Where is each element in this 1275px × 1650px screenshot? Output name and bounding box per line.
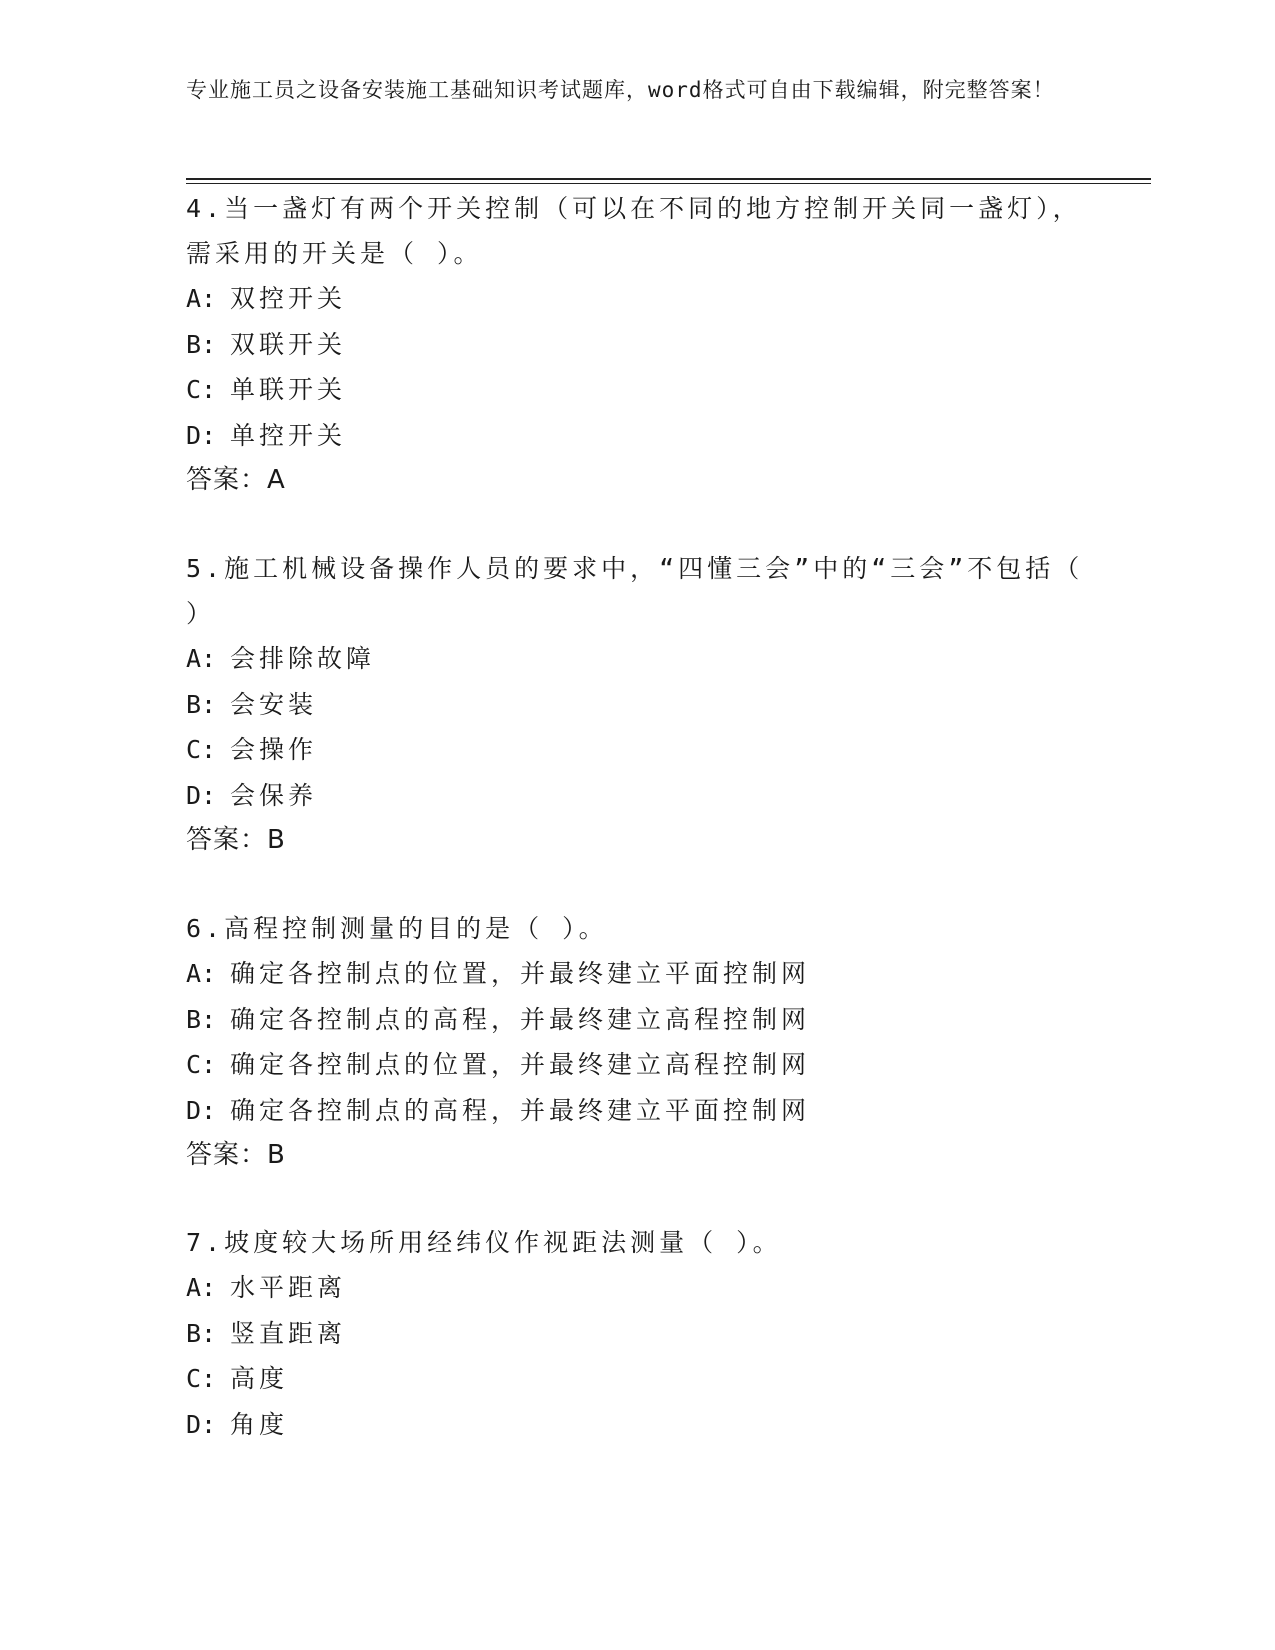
option-text: 会安装: [230, 689, 318, 719]
option-letter: A:: [186, 959, 217, 988]
option-letter: D:: [186, 780, 217, 810]
option-a: [186, 276, 1086, 322]
option-text: 双控开关: [230, 284, 347, 313]
option-text: 会排除故障: [230, 644, 376, 673]
option-text: 角度: [230, 1409, 289, 1439]
answer-label: 答案：B: [186, 825, 286, 855]
option-d: [186, 1088, 1086, 1134]
option-d: [186, 413, 1086, 459]
option-text: 单联开关: [230, 375, 347, 404]
option-text: 会操作: [230, 735, 318, 764]
question-4: [186, 186, 1086, 503]
option-letter: C:: [186, 375, 217, 404]
option-text: 确定各控制点的位置，并最终建立高程控制网: [230, 1050, 811, 1079]
question-stem: 7.坡度较大场所用经纬仪作视距法测量（ ）。: [186, 1228, 782, 1257]
option-c: [186, 1356, 1086, 1402]
option-text: 竖直距离: [230, 1318, 347, 1348]
option-d: [186, 1402, 1086, 1448]
option-d: [186, 773, 1086, 819]
option-text: 确定各控制点的高程，并最终建立平面控制网: [230, 1095, 811, 1125]
option-text: 确定各控制点的高程，并最终建立高程控制网: [230, 1004, 811, 1034]
question-stem: 4.当一盏灯有两个开关控制（可以在不同的地方控制开关同一盏灯），需采用的开关是（ ）。: [186, 194, 1082, 268]
question-stem: 5.施工机械设备操作人员的要求中，“四懂三会”中的“三会”不包括（ ）: [186, 554, 1084, 628]
option-a: [186, 1265, 1086, 1311]
header-rule-thick: [186, 178, 1151, 180]
option-text: 单控开关: [230, 420, 347, 450]
option-letter: C:: [186, 1050, 217, 1079]
answer-label: 答案：B: [186, 1140, 286, 1170]
option-letter: D:: [186, 1409, 217, 1439]
option-b: [186, 1311, 1086, 1357]
option-letter: B:: [186, 1318, 217, 1348]
option-c: [186, 727, 1086, 773]
option-letter: A:: [186, 644, 217, 673]
question-6: [186, 906, 1086, 1178]
option-letter: A:: [186, 1273, 217, 1302]
option-a: [186, 636, 1086, 682]
option-b: [186, 682, 1086, 728]
option-a: [186, 951, 1086, 997]
option-letter: C:: [186, 1364, 217, 1393]
option-text: 高度: [230, 1364, 289, 1393]
option-letter: C:: [186, 735, 217, 764]
document-header: 专业施工员之设备安装施工基础知识考试题库，word格式可自由下载编辑，附完整答案！: [186, 78, 1055, 102]
option-letter: B:: [186, 329, 217, 359]
option-letter: B:: [186, 689, 217, 719]
option-text: 确定各控制点的位置，并最终建立平面控制网: [230, 959, 811, 988]
option-text: 双联开关: [230, 329, 347, 359]
header-rule-thin: [186, 183, 1151, 184]
option-c: [186, 367, 1086, 413]
option-letter: B:: [186, 1004, 217, 1034]
option-text: 水平距离: [230, 1273, 347, 1302]
option-letter: A:: [186, 284, 217, 313]
question-5: [186, 546, 1086, 863]
answer-label: 答案：A: [186, 465, 286, 495]
option-text: 会保养: [230, 780, 318, 810]
option-letter: D:: [186, 420, 217, 450]
question-7: [186, 1220, 1086, 1447]
option-letter: D:: [186, 1095, 217, 1125]
option-b: [186, 997, 1086, 1043]
question-stem: 6.高程控制测量的目的是（ ）。: [186, 914, 608, 943]
option-b: [186, 322, 1086, 368]
option-c: [186, 1042, 1086, 1088]
